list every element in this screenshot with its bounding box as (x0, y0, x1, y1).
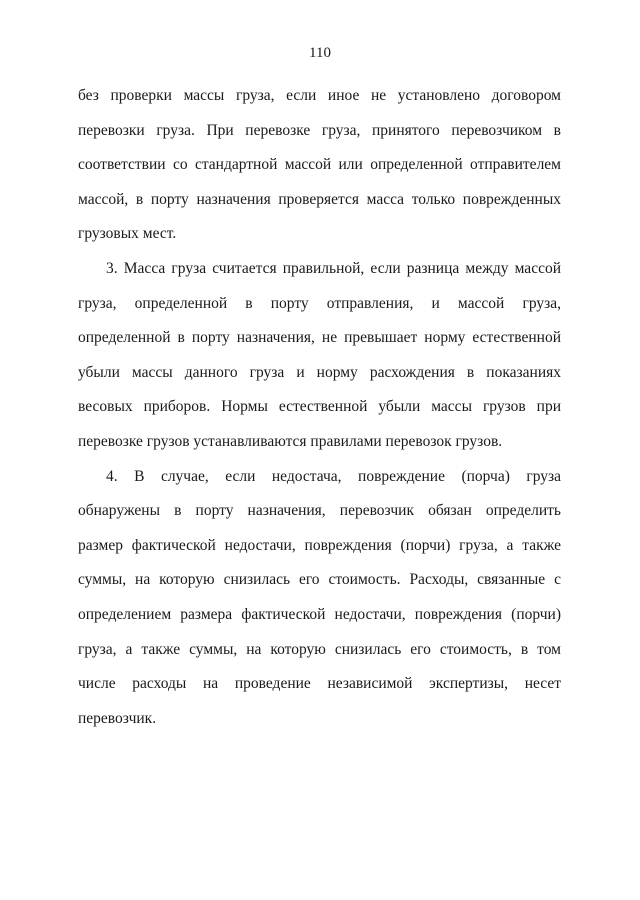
text-line: 4. В случае, если недостача, повреждение (порча) груза (106, 467, 561, 485)
text-line: обнаружены в порту назначения, перевозчик обязан определить (78, 502, 561, 520)
text-line: без проверки массы груза, если иное не установлено договором (78, 87, 561, 104)
paragraph-4 (78, 467, 561, 744)
text-line: груза, а также суммы, на которую снизилась его стоимость, в том (78, 640, 561, 658)
text-line: определенной в порту назначения, не превышает норму естественной (78, 329, 561, 347)
paragraph-3 (78, 259, 561, 467)
text-line: перевозки груза. При перевозке груза, принятого перевозчиком в (78, 121, 561, 139)
text-line: соответствии со стандартной массой или определенной отправителем (78, 156, 561, 174)
text-line: суммы, на которую снизилась его стоимость. Расходы, связанные с (78, 571, 561, 589)
text-line: грузовых мест. (78, 225, 177, 243)
text-line: весовых приборов. Нормы естественной убыли массы грузов при (78, 398, 561, 416)
text-line: перевозке грузов устанавливаются правилами перевозок грузов. (78, 432, 503, 450)
text-line: числе расходы на проведение независимой экспертизы, несет (78, 675, 561, 693)
text-line: перевозчик. (78, 709, 157, 727)
text-line: массой, в порту назначения проверяется масса только поврежденных (78, 190, 561, 208)
text-line: груза, определенной в порту отправления, и массой груза, (78, 294, 561, 312)
document-body (78, 86, 561, 743)
text-line: определением размера фактической недостачи, повреждения (порчи) (78, 605, 561, 623)
text-line: убыли массы данного груза и норму расхождения в показаниях (78, 363, 561, 381)
text-line: размер фактической недостачи, повреждения (порчи) груза, а также (78, 536, 561, 554)
page-number: 110 (309, 45, 331, 61)
paragraph-1 (78, 86, 561, 259)
text-line: 3. Масса груза считается правильной, если разница между массой (106, 259, 561, 277)
